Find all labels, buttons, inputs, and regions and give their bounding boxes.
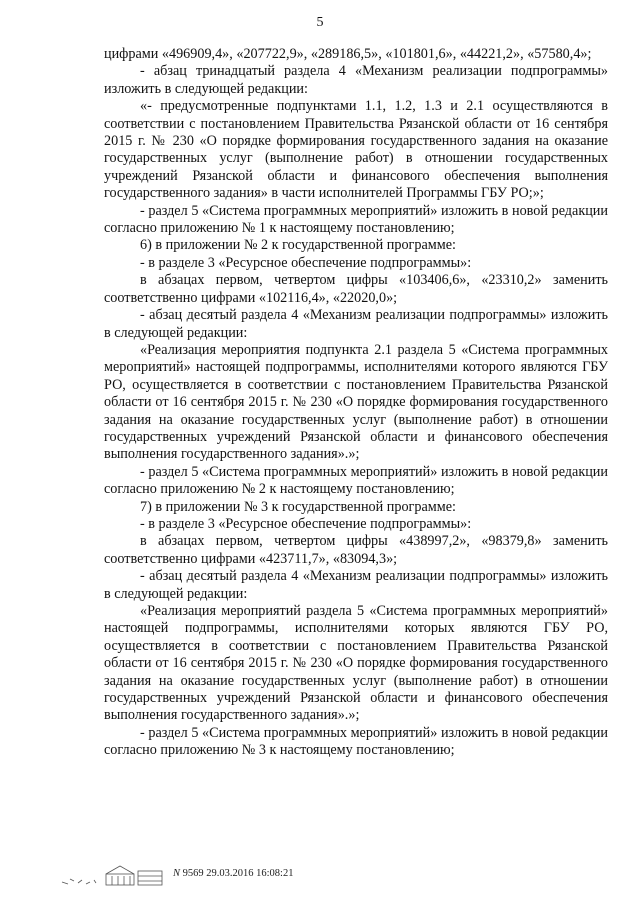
paragraph: - раздел 5 «Система программных мероприятий» изложить в новой редакции согласно приложению № 1 к настоящему постановлению; xyxy=(104,202,608,237)
stamp-datetime: 9569 29.03.2016 16:08:21 xyxy=(182,868,294,879)
document-body xyxy=(104,46,608,760)
paragraph: «- предусмотренные подпунктами 1.1, 1.2, 1.3 и 2.1 осуществляются в соответствии с постановлением Правительства Рязанской области от 16 сентября 2015 г. № 230 «О порядке формирования государственного задания на оказание государственных услуг (выполнение работ) в отношении государственных учреждений Рязанской области и финансового обеспечения выполнения государственного задания» в части исполнителей Программы ГБУ РО;»; xyxy=(104,98,608,202)
paragraph: «Реализация мероприятия подпункта 2.1 раздела 5 «Система программных мероприятий» настоящей подпрограммы, исполнителями которого являются ГБУ РО, осуществляется в соответствии с постановлением Правительства Рязанской области от 16 сентября 2015 г. № 230 «О порядке формирования государственного задания на оказание государственных услуг (выполнение работ) в отношении государственных учреждений Рязанской области и финансового обеспечения выполнения государственного задания».»; xyxy=(104,341,608,463)
page-number: 5 xyxy=(316,15,324,30)
paragraph: - абзац десятый раздела 4 «Механизм реализации подпрограммы» изложить в следующей редакции: xyxy=(104,307,608,341)
stamp-emblem-icon xyxy=(60,862,172,888)
paragraph: в абзацах первом, четвертом цифры «103406,6», «23310,2» заменить соответственно цифрами «102116,4», «22020,0»; xyxy=(104,272,608,306)
paragraph: - раздел 5 «Система программных мероприятий» изложить в новой редакции согласно приложению № 2 к настоящему постановлению; xyxy=(104,463,608,498)
paragraph: - в разделе 3 «Ресурсное обеспечение подпрограммы»: xyxy=(140,254,472,271)
paragraph: - в разделе 3 «Ресурсное обеспечение подпрограммы»: xyxy=(140,515,472,532)
paragraph: 6) в приложении № 2 к государственной программе: xyxy=(140,237,456,254)
paragraph: - абзац тринадцатый раздела 4 «Механизм реализации подпрограммы» изложить в следующей редакции: xyxy=(104,63,608,97)
paragraph: - раздел 5 «Система программных мероприятий» изложить в новой редакции согласно приложению № 3 к настоящему постановлению; xyxy=(104,724,608,759)
stamp-text xyxy=(173,868,293,880)
paragraph: цифрами «496909,4», «207722,9», «289186,5», «101801,6», «44221,2», «57580,4»; xyxy=(104,46,592,62)
registration-stamp xyxy=(60,862,360,888)
paragraph: в абзацах первом, четвертом цифры «438997,2», «98379,8» заменить соответственно цифрами «423711,7», «83094,3»; xyxy=(104,533,608,567)
paragraph: - абзац десятый раздела 4 «Механизм реализации подпрограммы» изложить в следующей редакции: xyxy=(104,568,608,602)
paragraph: «Реализация мероприятий раздела 5 «Система программных мероприятий» настоящей подпрограммы, исполнителями которых являются ГБУ РО, осуществляется в соответствии с постановлением Правительства Рязанской области от 16 сентября 2015 г. № 230 «О порядке формирования государственного задания на оказание государственных услуг (выполнение работ) в отношении государственных учреждений Рязанской области и финансового обеспечения выполнения государственного задания».»; xyxy=(104,603,608,724)
stamp-symbol: N xyxy=(173,868,181,879)
paragraph: 7) в приложении № 3 к государственной программе: xyxy=(140,498,456,515)
